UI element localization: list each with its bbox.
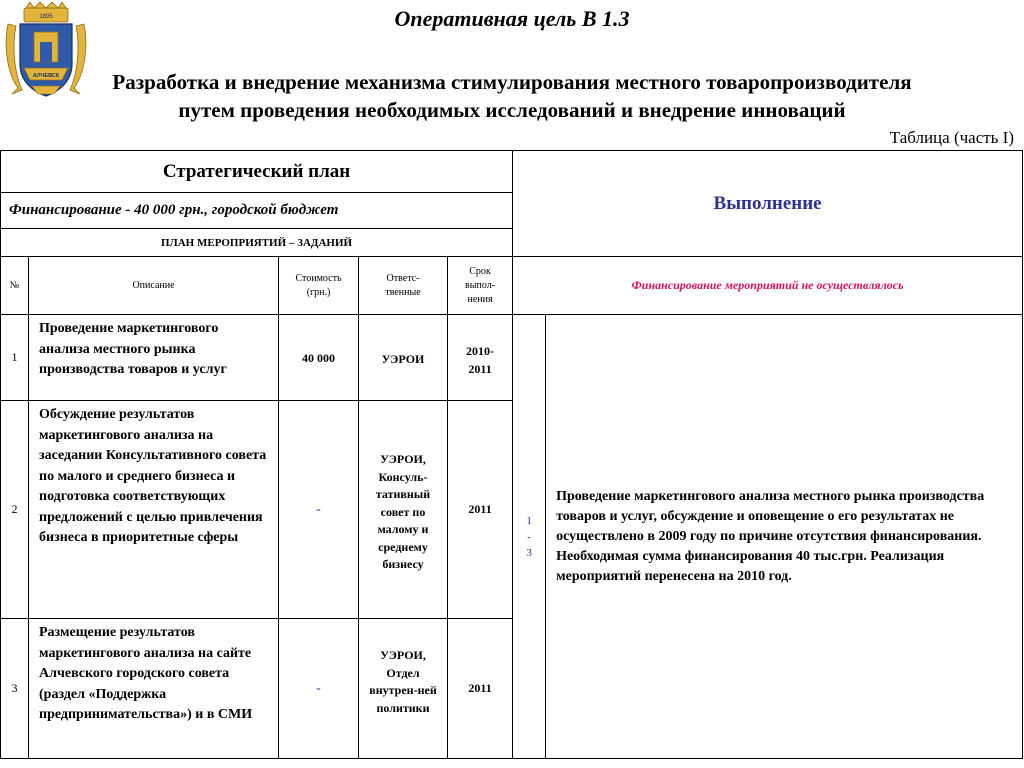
column-header-term [448,257,513,315]
row-term-line-1: 2010- [466,344,495,358]
plan-of-tasks-header: ПЛАН МЕРОПРИЯТИЙ – ЗАДАНИЙ [1,229,513,257]
table-caption: Таблица (часть I) [889,128,1014,147]
column-header-responsible [359,257,448,315]
row-description: Размещение результатов маркетингового анализа на сайте Алчевского городского совета (раздел «Поддержка предпринимательства») и в СМИ [29,619,279,759]
column-header-cost [279,257,359,315]
column-header-cost-line-2: (грн.) [306,286,331,298]
logo-year-text: 1895 [39,14,53,20]
execution-row-range-dash: - [527,530,531,543]
action-plan-table [0,150,1023,759]
row-description: Обсуждение результатов маркетингового анализа на заседании Консультативного совета по малого и среднего бизнеса и подготовка соответствующих предложений с целью привлечения бизнеса в приоритетные сферы [29,401,279,619]
row-cost: - [279,619,359,759]
row-term-line-2: 2011 [468,361,492,376]
financing-info: Финансирование - 40 000 грн., городской бюджет [1,193,513,229]
column-header-responsible-line-2: твенные [385,286,421,298]
row-cost: 40 000 [279,315,359,401]
row-number: 1 [1,315,29,401]
row-responsible: УЭРОИ [359,315,448,401]
row-description: Проведение маркетингового анализа местного рынка производства товаров и услуг [29,315,279,401]
column-header-description: Описание [29,257,279,315]
operational-goal-title: Оперативная цель В 1.3 [394,6,630,31]
column-header-term-line-3: нения [467,293,493,305]
execution-row-range-start: 1 [526,514,532,527]
column-header-cost-line-1: Стоимость [295,272,342,284]
row-number: 3 [1,619,29,759]
row-responsible: УЭРОИ, Отдел внутрен-ней политики [359,619,448,759]
column-header-term-line-1: Срок [469,265,491,277]
row-responsible: УЭРОИ, Консуль-тативный совет по малому и среднему бизнесу [359,401,448,619]
page-title-line-1: Разработка и внедрение механизма стимулирования местного товаропроизводителя [112,70,912,94]
page-title [0,68,1024,124]
row-term: 2011 [448,401,513,619]
execution-row-range [513,315,546,759]
execution-row-range-end: 3 [526,546,532,559]
row-term: 2011 [448,619,513,759]
row-number: 2 [1,401,29,619]
row-cost: - [279,401,359,619]
strategic-plan-header: Стратегический план [1,151,513,193]
row-term [448,315,513,401]
execution-header: Выполнение [513,151,1023,257]
column-header-term-line-2: выпол- [465,279,496,291]
column-header-responsible-line-1: Ответс- [386,272,420,284]
execution-note: Проведение маркетингового анализа местного рынка производства товаров и услуг, обсуждение и оповещение о его результатах не осуществлено в 2009 году по причине отсутствия финансирования. Необходимая сумма финансирования 40 тыс.грн. Реализация мероприятий перенесена на 2010 год. [546,315,1023,759]
column-header-row [1,257,1023,315]
not-financed-notice: Финансирование мероприятий не осуществлялось [513,257,1023,315]
page-title-line-2: путем проведения необходимых исследований и внедрение инноваций [178,98,846,122]
table-row [1,315,1023,401]
logo-city-text: АЛЧЕВСК [32,73,60,79]
column-header-number: № [1,257,29,315]
